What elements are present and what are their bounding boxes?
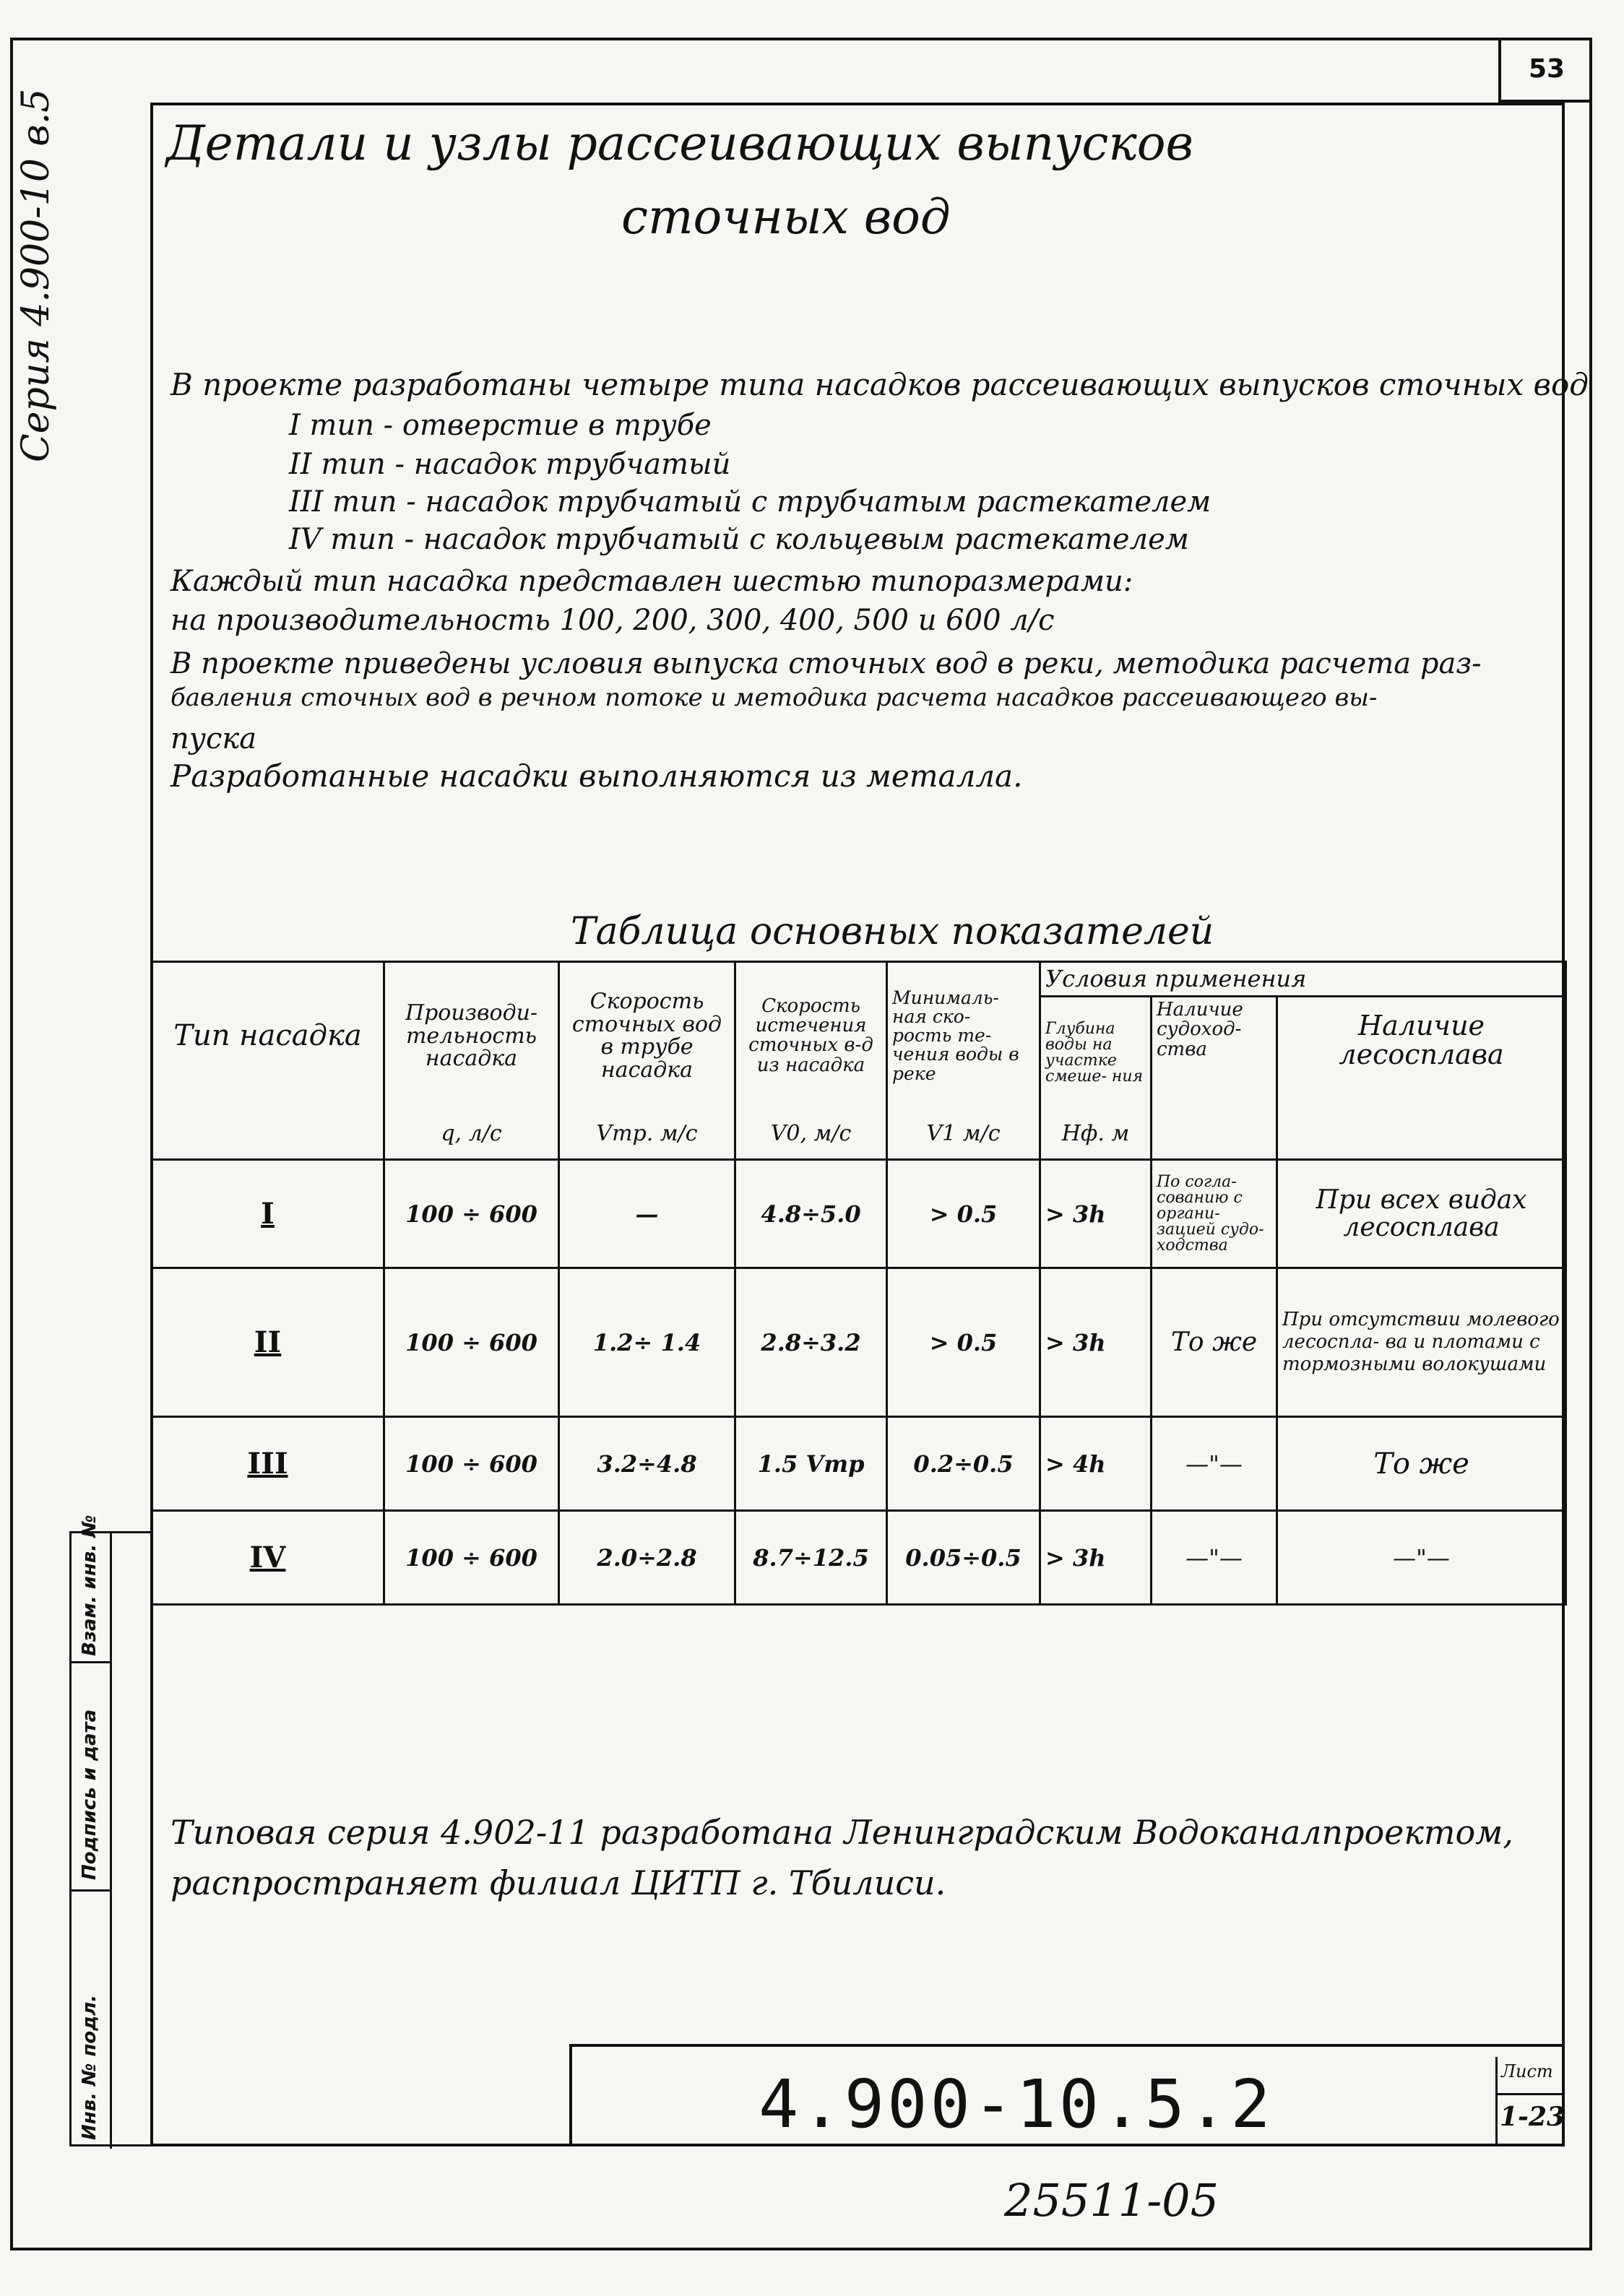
- intro-line-1: В проекте разработаны четыре типа насадков рассеивающих выпусков сточных вод: [170, 367, 1589, 402]
- stamp-label-inventory: Инв. № подл.: [79, 1994, 100, 2140]
- intro-type-1: I тип - отверстие в трубе: [289, 409, 712, 442]
- document-number: 4.900-10.5.2: [759, 2066, 1274, 2143]
- row-velocity-pipe: 3.2÷4.8: [559, 1417, 735, 1511]
- unit-velocity-out: V0, м/с: [735, 1109, 887, 1160]
- main-table: [150, 961, 1567, 1606]
- handwritten-number: 25511-05: [1004, 2174, 1219, 2227]
- row-velocity-out: 2.8÷3.2: [735, 1268, 887, 1417]
- header-velocity-pipe: Скорость сточных вод в трубе насадка: [559, 962, 735, 1109]
- stamp-strip: [69, 1515, 150, 2146]
- header-min-velocity: Минималь- ная ско- рость те- чения воды в реке: [887, 962, 1040, 1109]
- table-title: Таблица основных показателей: [571, 910, 1214, 953]
- row-rafting: —"—: [1277, 1511, 1566, 1605]
- header-shipping: Наличие судоход- ства: [1152, 997, 1277, 1109]
- unit-velocity-pipe: Vтр. м/с: [559, 1109, 735, 1160]
- table-row: [152, 1268, 1566, 1417]
- page-number: 53: [1498, 38, 1592, 103]
- intro-line-7: Разработанные насадки выполняются из металла.: [170, 758, 1023, 794]
- row-shipping: То же: [1152, 1268, 1277, 1417]
- intro-type-3: III тип - насадок трубчатый с трубчатым растекателем: [289, 485, 1211, 519]
- row-shipping: По согла- сованию с органи- зацией судо- ходства: [1152, 1160, 1277, 1268]
- intro-line-5: бавления сточных вод в речном потоке и методика расчета насадков рассеивающего вы-: [170, 683, 1378, 712]
- row-min-velocity: 0.2÷0.5: [887, 1417, 1040, 1511]
- row-depth: > 4h: [1040, 1417, 1152, 1511]
- row-capacity: 100 ÷ 600: [384, 1511, 559, 1605]
- header-capacity: Производи- тельность насадка: [384, 962, 559, 1109]
- row-velocity-pipe: 1.2÷ 1.4: [559, 1268, 735, 1417]
- header-conditions: Условия применения: [1040, 962, 1566, 997]
- intro-type-4: IV тип - насадок трубчатый с кольцевым растекателем: [289, 523, 1189, 556]
- row-velocity-out: 4.8÷5.0: [735, 1160, 887, 1268]
- table-row: [152, 1511, 1566, 1605]
- table-row: [152, 1417, 1566, 1511]
- unit-shipping-empty: [1152, 1109, 1277, 1160]
- footer-line-2: распространяет филиал ЦИТП г. Тбилиси.: [170, 1863, 946, 1902]
- side-series-label: Серия 4.900-10 в.5: [14, 88, 58, 462]
- row-depth: > 3h: [1040, 1511, 1152, 1605]
- sheet-label: Лист: [1501, 2061, 1553, 2081]
- row-rafting: При отсутствии молевого лесоспла- ва и плотами с тормозными волокушами: [1277, 1268, 1566, 1417]
- sheet-value: 1-23: [1500, 2102, 1565, 2132]
- row-capacity: 100 ÷ 600: [384, 1417, 559, 1511]
- row-type: III: [152, 1417, 384, 1511]
- row-depth: > 3h: [1040, 1268, 1152, 1417]
- header-rafting: Наличие лесосплава: [1277, 997, 1566, 1160]
- intro-line-3: на производительность 100, 200, 300, 400, 500 и 600 л/с: [170, 604, 1055, 637]
- unit-depth: Нф. м: [1040, 1109, 1152, 1160]
- row-min-velocity: 0.05÷0.5: [887, 1511, 1040, 1605]
- row-type: II: [152, 1268, 384, 1417]
- intro-type-2: II тип - насадок трубчатый: [289, 448, 731, 481]
- row-rafting: То же: [1277, 1417, 1566, 1511]
- row-type: I: [152, 1160, 384, 1268]
- row-capacity: 100 ÷ 600: [384, 1160, 559, 1268]
- intro-line-2: Каждый тип насадка представлен шестью типоразмерами:: [170, 565, 1133, 598]
- row-velocity-out: 1.5 Vтр: [735, 1417, 887, 1511]
- table-row: [152, 1160, 1566, 1268]
- row-shipping: —"—: [1152, 1417, 1277, 1511]
- page-title-line2: сточных вод: [621, 189, 951, 245]
- row-velocity-pipe: —: [559, 1160, 735, 1268]
- intro-line-4: В проекте приведены условия выпуска сточных вод в реки, методика расчета раз-: [170, 647, 1482, 680]
- bottom-border: [10, 2248, 1592, 2250]
- unit-capacity: q, л/с: [384, 1109, 559, 1160]
- sheet-divider: [1495, 2093, 1565, 2095]
- header-type: Тип насадка: [152, 962, 384, 1109]
- row-capacity: 100 ÷ 600: [384, 1268, 559, 1417]
- row-min-velocity: > 0.5: [887, 1160, 1040, 1268]
- row-rafting: При всех видах лесосплава: [1277, 1160, 1566, 1268]
- unit-type-empty: [152, 1109, 384, 1160]
- footer-line-1: Типовая серия 4.902-11 разработана Ленинградским Водоканалпроектом,: [170, 1813, 1513, 1852]
- row-type: IV: [152, 1511, 384, 1605]
- row-min-velocity: > 0.5: [887, 1268, 1040, 1417]
- row-velocity-out: 8.7÷12.5: [735, 1511, 887, 1605]
- unit-min-velocity: V1 м/с: [887, 1109, 1040, 1160]
- header-velocity-out: Скорость истечения сточных в-д из насадка: [735, 962, 887, 1109]
- header-depth: Глубина воды на участке смеше- ния: [1040, 997, 1152, 1109]
- intro-line-6: пуска: [170, 722, 257, 755]
- stamp-label-swap: Взам. инв. №: [79, 1515, 100, 1656]
- stamp-label-signature: Подпись и дата: [79, 1709, 100, 1880]
- row-shipping: —"—: [1152, 1511, 1277, 1605]
- page-title-line1: Детали и узлы рассеивающих выпусков: [166, 116, 1193, 171]
- row-velocity-pipe: 2.0÷2.8: [559, 1511, 735, 1605]
- row-depth: > 3h: [1040, 1160, 1152, 1268]
